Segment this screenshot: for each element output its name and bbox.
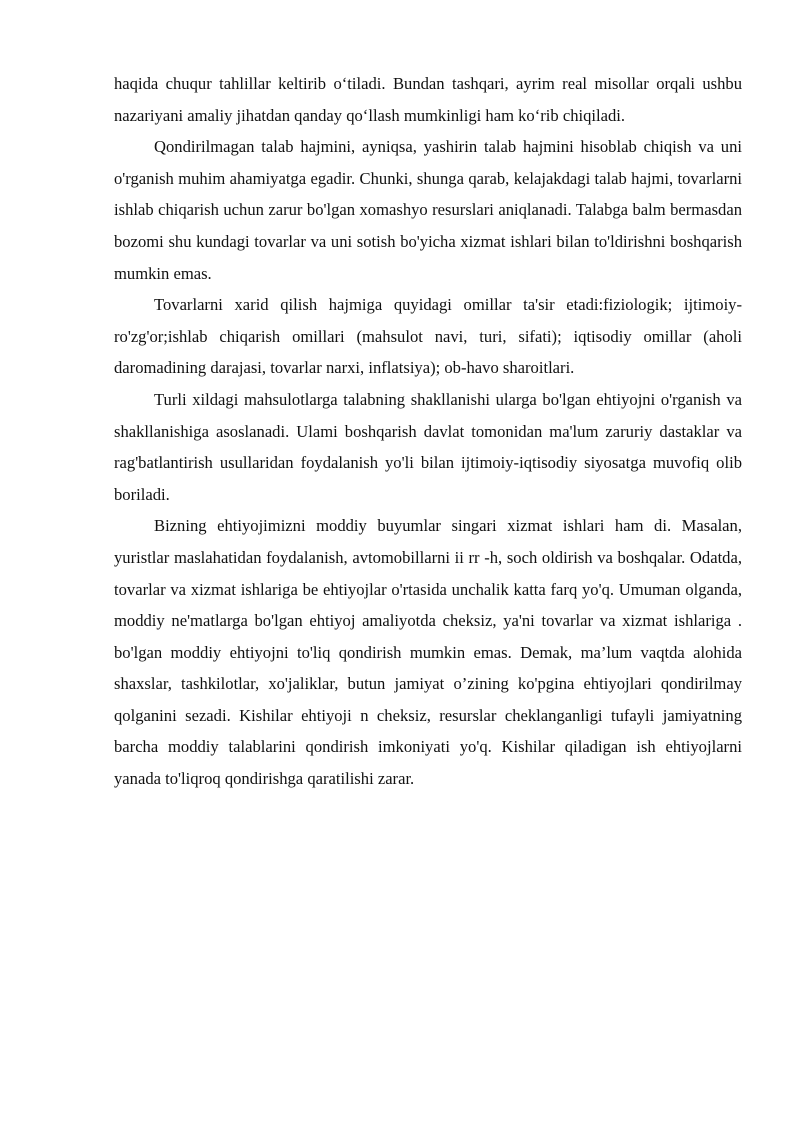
document-page bbox=[114, 68, 742, 795]
paragraph: haqida chuqur tahlillar keltirib o‘tiladi. Bundan tashqari, ayrim real misollar orqali ushbu nazariyani amaliy jihatdan qanday qo‘llash mumkinligi ham ko‘rib chiqiladi. bbox=[114, 74, 742, 125]
paragraph: Turli xildagi mahsulotlarga talabning shakllanishi ularga bo'lgan ehtiyojni o'rganish va shakllanishiga asoslanadi. Ulami boshqarish davlat tomonidan ma'lum zaruriy dastaklar va rag'batlantirish usullaridan foydalanish yo'li bilan ijtimoiy-iqtisodiy siyosatga muvofiq olib boriladi. bbox=[114, 389, 742, 504]
paragraph: Qondirilmagan talab hajmini, ayniqsa, yashirin talab hajmini hisoblab chiqish va uni o'rganish muhim ahamiyatga egadir. Chunki, shunga qarab, kelajakdagi talab hajmi, tovarlarni ishlab chiqarish uchun zarur bo'lgan xomashyo resurslari aniqlanadi. Talabga balm bermasdan bozomi shu kundagi tovarlar va uni sotish bo'yicha xizmat ishlari bilan to'ldirishni boshqarish mumkin emas. bbox=[114, 137, 742, 283]
paragraph: Tovarlarni xarid qilish hajmiga quyidagi omillar ta'sir etadi:fiziologik; ijtimoiy-ro'zg'or;ishlab chiqarish omillari (mahsulot navi, turi, sifati); iqtisodiy omillar (aholi daromadining darajasi, tovarlar narxi, inflatsiya); ob-havo sharoitlari. bbox=[114, 295, 742, 378]
paragraph: Bizning ehtiyojimizni moddiy buyumlar singari xizmat ishlari ham di. Masalan, yuristlar maslahatidan foydalanish, avtomobillarni ii rr -h, soch oldirish va boshqalar. Odatda, tovarlar va xizmat ishlariga be ehtiyojlar o'rtasida unchalik katta farq yo'q. Umuman olganda, moddiy ne'matlarga bo'lgan ehtiyoj amaliyotda cheksiz, ya'ni tovarlar va xizmat ishlariga . bo'lgan moddiy ehtiyojni to'liq qondirish mumkin emas. Demak, ma’lum vaqtda alohida shaxslar, tashkilotlar, xo'jaliklar, butun jamiyat o’zining ko'pgina ehtiyojlari qondirilmay qolganini sezadi. Kishilar ehtiyoji n cheksiz, resurslar cheklanganligi tufayli jamiyatning barcha moddiy talablarini qondirish imkoniyati yo'q. Kishilar qiladigan ish ehtiyojlarni yanada to'liqroq qondirishga qaratilishi zarar. bbox=[114, 516, 742, 789]
